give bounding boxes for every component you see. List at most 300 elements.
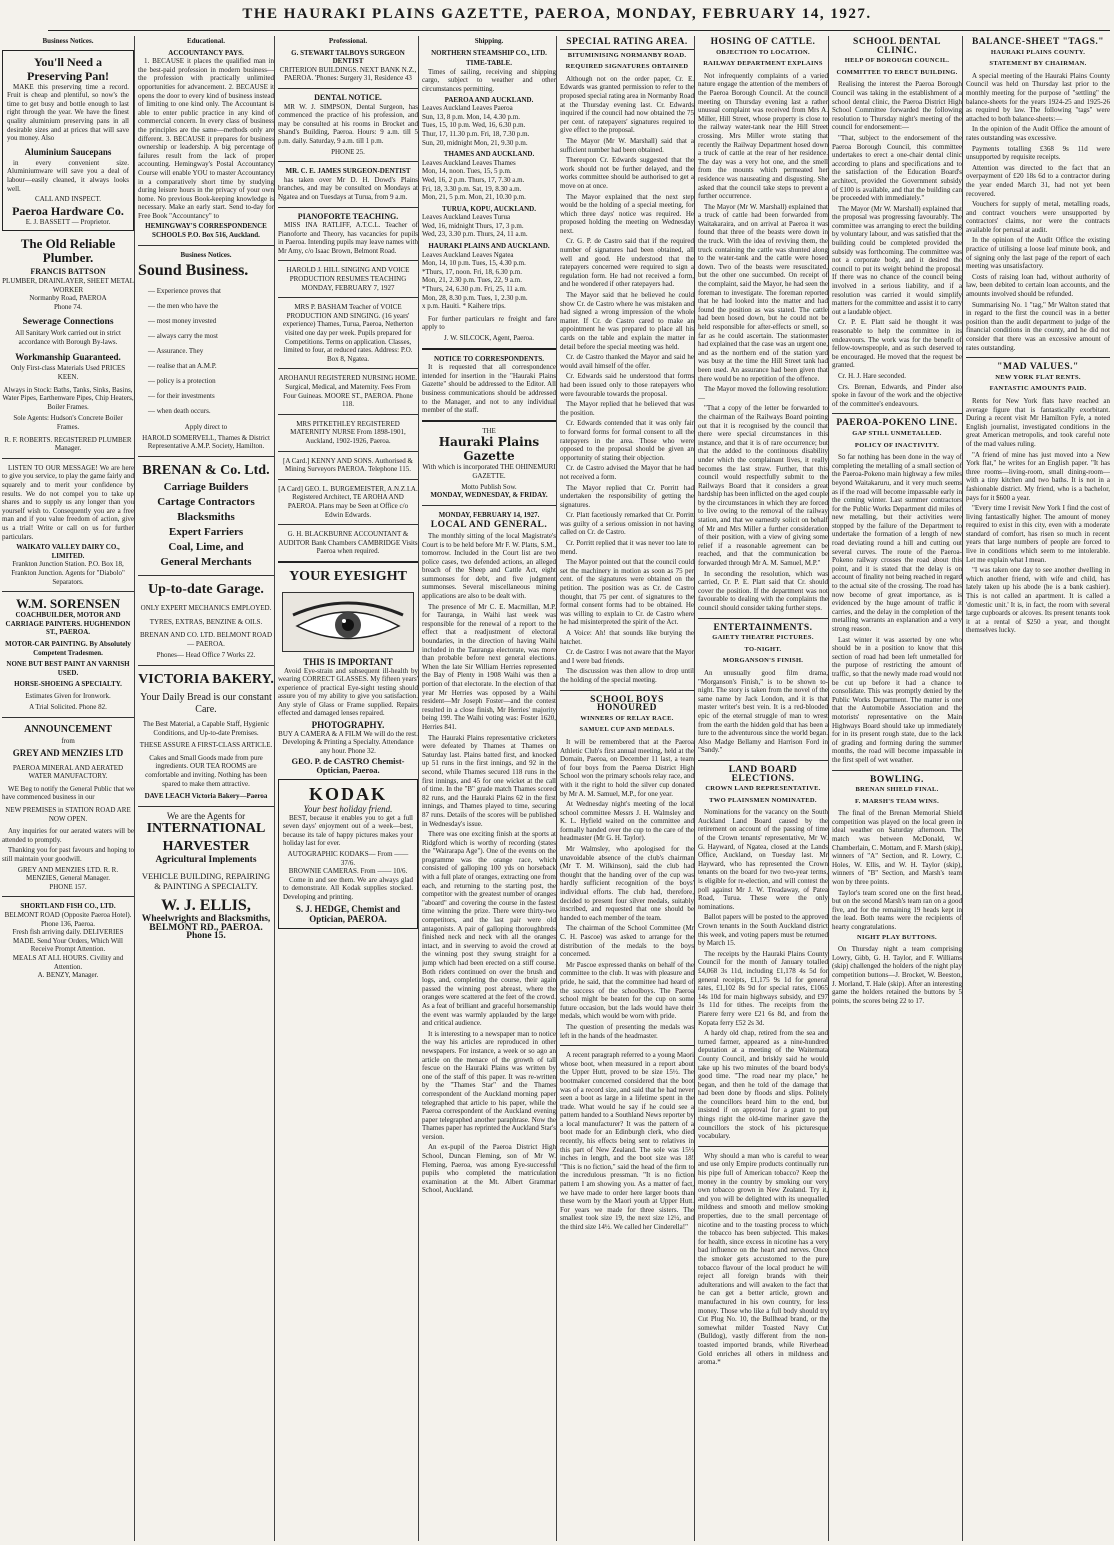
paragraph: The monthly sitting of the local Magistrate's Court is to be held before Mr F. W. Platts, S.M., tomorrow. Included in the Court list are two police cases, two defended actions, an alleged breach of the Sheep and Cattle Act, eight summonses for debt, and five judgment summonses. Several miscellaneous mining applications are also to be dealt with. [422,531,556,601]
route-cols: Leaves Auckland Leaves Thames [422,158,516,167]
ad-body: HAROLD J. HILL SINGING AND VOICE PRODUCTION RESUMES TEACHING MONDAY, FEBRUARY 7, 1927 [286,266,410,292]
paragraph: The Mayor replied that Cr. Porritt had undertaken the responsibility of getting the signatures. [560,483,694,509]
ad-body: TYRES, EXTRAS, BENZINE & OILS. [149,617,263,626]
ad-body: A Trial Solicited. Phone 82. [29,703,107,712]
divider [278,88,418,89]
article-body [560,75,694,685]
sound-line: — always carry the most [148,332,218,341]
article-body [966,72,1110,352]
ad-body: MAKE this preserving time a record. Fruit is cheap and plentiful, so now's the time to get busy and bottle enough to last right through the year. We have the finest quality aluminium preserving pans in all desirable sizes and at prices that will save you money. Also [7,82,129,143]
flag-the: THE [482,426,496,435]
ad-name: GEO. P. de CASTRO Chemist-Optician, Paeroa. [291,756,405,776]
ad-trade: PLUMBER, DRAINLAYER, SHEET METAL WORKER [2,276,134,294]
paragraph: Cr. Edwards said he understood that forms had been issued only to those ratepayers who were favourable towards the proposal. [560,372,694,398]
ad-name: S. J. HEDGE, Chemist and Optician, PAEROA. [295,903,401,924]
article-subtitle: OBJECTION TO LOCATION. [716,48,810,56]
ad-phone: Phones— Head Office 7 Works 22. [156,651,256,660]
divider [2,717,134,718]
ad-prop: E. J. BASSETT — Proprietor. [25,217,111,226]
article-body [698,808,828,1141]
article-subtitle: BITUMINISING NORMANBY ROAD. [567,51,687,59]
notice-body: It is requested that all correspondence intended for insertion in the "Hauraki Plains Gazette" should be addressed to the Editor. All business communications should be addressed to the Manager, and not to any individual member of the staff. [422,363,556,415]
ad-body: Always in Stock: Baths, Tanks, Sinks, Basins, Water Pipes, Earthenware Pipes, Chip Heaters, Boiler Frames. [2,385,134,411]
route-row: Wed, 16, midnight Thurs, 17, 3 p.m. [422,221,524,230]
route-row: Mon, 21, 2.30 p.m. Tues, 22, 9 a.m. [422,276,522,285]
article-title: SPECIAL RATING AREA. [566,37,688,47]
route-row: Mon, 14, 10 p.m. Tues, 15, 4.30 p.m. [422,259,526,268]
article-title: LOCAL AND GENERAL. [430,520,548,531]
paragraph: At Wednesday night's meeting of the local school committee Messrs J. H. Walmsley and K. L. Hyfield waited on the committee and formally handed over the cup to the care of the headmaster (Mr G. H. Taylor). [560,800,694,843]
paragraph: A special meeting of the Hauraki Plains County Council was held on Thursday last prior to the monthly meeting for the purpose of "settling" the balance-sheets for the years 1924-25 and 1925-26 as required by law. The following "tags" were attached to both balance-sheets:— [966,71,1110,123]
paragraph: Not infrequently complaints of a varied nature engage the attention of the members of the Paeroa Borough Council. At the council meeting on Thursday evening last a rather unusual complaint was received from Mrs A. Miller, Hill Street, whose property is close to the railway water-tank near the Hill Street crossing. Mrs Miller wrote stating that recently the Railway Department hosed down a truck of cattle at the rear of her residence. The day was a very hot one, and the smell from the mounts which permeated her residence was nauseating and disgusting. She asked that the council take steps to prevent a further occurrence. [698,71,828,201]
paragraph: There was one exciting finish at the sports at Ridgford which is worthy of recording (states the "Wairarapa Age"). One of the events on the programme was the orange race, which consisted of galloping 100 yds on horseback with a full plate of oranges, extracting one from each, and returning to the starting post, the competitor with the greatest number of oranges "aboard" and covering the course in the fastest time winning the prize. There were thirty-two competitors, and the last pair were old antagonists. A pair of galloping thoroughbreds finished neck and neck with all the oranges intact, and in swerving to avoid the crowd at the winning post they swung straight for a jump which had been erected on a stiff course. Both riders continued on over the brush and logs, and, completing the course, their again passed the winning post abreast, where the oranges were scattered at the feet of the crowd. As a feat of brilliant and graceful horsemanship the event was warmly applauded by the large and critical audience. [422,830,556,1028]
paragraph: The Mayor said that he believed he could show Cr. de Castro where he was mistaken and had signed a wrong impression of the whole matter. If Cr. de Castro cared to make an appointment he was prepared to place all his cards on the table and explain the matter in detail before the special meeting was held. [560,291,694,351]
ad-body: All Sanitary Work carried out in strict accordance with Borough By-laws. [15,329,121,346]
ad-name: Paeroa Hardware Co. [12,203,124,218]
route-row: Mon, 28, 8.30 p.m. Tues, 1, 2.30 p.m. [422,293,528,302]
divider [278,414,418,415]
paragraph: Cr. de Castro: I was not aware that the Mayor and I were bad friends. [560,648,694,665]
sound-line: — the men who have the [148,302,219,311]
ad-sub: TIME-TABLE. [466,59,512,68]
kodak-ad [278,779,418,929]
divider [138,806,274,807]
divider [2,896,134,897]
article-subtitle: NEW YORK FLAT RENTS. [995,373,1081,381]
paragraph: Taylor's team scored one on the first head, but on the second Marsh's team ran on a good five, and for the remaining 19 heads kept in the lead. Both teams were the recipients of hearty congratulations. [832,888,962,931]
divider [278,451,418,452]
paragraph: Rents for New York flats have reached an average figure that is fantastically exorbitant. During a recent visit Mr Hamilton Fyfe, a noted English journalist, investigated conditions in the great American metropolis, and took careful note of the mad values ruling. [966,396,1110,448]
divider [698,1146,828,1147]
paragraph: The Mayor explained that the next step would be the holding of a special meeting, for which three days' notice was required. He proposed holding the meeting on Wednesday next. [560,192,694,235]
ad-body: We are the Agents for [166,810,246,821]
ad-body: WE Beg to notify the General Public that we have commenced business in our [2,784,134,802]
ad-body: MRS P. BASHAM Teacher of VOICE PRODUCTION AND SINGING. (16 years' experience) Thames, Turua, Paeroa, Netherton visited one day per week. Pupils prepared for Competitions. Terms on application. Classes, limited to four, at reduced rates. Address: P.O. Box 8, Ngatea. [282,303,414,363]
paragraph: Nominations for the vacancy on the South Auckland Land Board caused by the retirement on account of the passing of time of the Crown tenants' representative, Mr W. G. Hayward, of Ngatea, closed at the Lands Office, Auckland, on Tuesday last. Mr Hayward, who has represented the Crown tenants on the board for two two-year terms, is eligible for re-election, and will contest the poll against Mr J. W. Treadaway, of Patea Road, Turua. These were the only nominations. [698,808,828,911]
paragraph: "A friend of mine has just moved into a New York flat," he writes for an English paper. "It has three rooms—living-room, small dining-room—with a tiny kitchen and two baths. It is not in a fashionable district. My friend, who is a bachelor, pays for it $600 a year. [966,450,1110,502]
ad-addr: BRENAN AND CO. LTD. BELMONT ROAD — PAEROA. [139,631,273,648]
section-heading: Shipping. [474,37,504,45]
ad-title: W. J. ELLIS, [161,896,251,914]
ad-trade: COACHBUILDER, MOTOR AND CARRIAGE PAINTERS. HUGHENDON ST., PAEROA. [5,611,131,637]
paragraph: "That a copy of the letter be forwarded to the chairman of the Railways Board pointing out that it is recognised by the council that there were special circumstances in this instance, and that it is of rare occurrence; but that the added to the continuous disability under which the complainant lives, it really becomes the last straw. Further, that this council would respectfully submit to the Railways Board that it considers a great hardship has been inflicted on the aged couple by the circumstances in which they are forced to live owing to the removal of the railway station, and that we earnestly solicit on behalf of Mr and Mrs Miller a further consideration of their position, with a view of giving some relief if a reasonable agreement can be reached, and that the communication be forwarded through Mr A. M. Samuel, M.P." [698,404,828,568]
brenan-line: Blacksmiths [177,511,235,524]
paragraph: Cr. Porritt replied that it was never too late to mend. [560,539,694,556]
divider [422,420,556,422]
paragraph: It is interesting to a newspaper man to notice the way his articles are reproduced in other newspapers. For instance, a week or so ago an article on the menace of the growth of tall fescue on the Hauraki Plains was written by one of the staff of this paper. It was re-written by the "Thames Star" and the Thames correspondent of the Auckland morning paper telegraphed that article to his paper, while the Paeroa correspondent of the Auckland evening paper telegraphed another paraphrase. Now the Thames paper has reprinted the Auckland Star's version. [422,1029,556,1141]
ad-body: 1. BECAUSE it places the qualified man in the best-paid profession in modern business—the profession with practically unlimited opportunities for advancement. 2. BECAUSE it opens the door to every kind of business instead of limiting to one kind only. The Accountant is able to enter public practice in any kind of commercial concern. In every class of business the principles are the same—methods only are different. 3. BECAUSE it prepares for business ownership or leadership. A big percentage of failures result from the lack of proper accounting. Hemingway's Postal Accountancy Course will enable YOU to master Accountancy in a comparatively short time by studying during leisure hours in the privacy of your own home. No previous Book-keeping knowledge is necessary. Make an early start. Send to-day for Free Book "Accountancy" to [138,57,274,220]
ad-phone: PHONE 25. [331,147,365,156]
sound-lines [148,284,274,419]
paragraph: The Mayor (Mr W. Marshall) explained that a truck of cattle had been forwarded from Waitakaraira, and on arrival at Paeroa it was found that three of the beasts were down in the truck. With the idea of reviving them, the truck containing the cattle was shunted along to the water-tank and the cattle were hosed down. Two of the beasts were resuscitated, but the other one succumbed. On receipt of the complaint, said the Mayor, he had seen the foreman to investigate. The foreman reported that he had looked into the matter and had found the position as was stated. The cattle had been hosed down, but he could not be held responsible for after-effects or smell, so far as he could ascertain. The stationmaster had explained that the case was an urgent one, and as the northern end of the station yard was busy at the time the Hill Street tank had been used. An assurance had been given that there would be no repetition of the offence. [698,202,828,383]
paragraph: A hardy old chap, retired from the sea and turned farmer, appeared as a nine-hundred deputation at a meeting of the Waitemata County Council, and briskly said he would take up his two minutes of the board body's good time. "The road near my place," he began, and then he told of the damage that had been done by floods and slips. Politely the councillors heard him to the end, but insisted if on approval for a grant to put things right the old-time mariner gave the councillors the stock of his picturesque vocabulary. [698,1029,828,1141]
ad-body: MEALS AT ALL HOURS. Civility and Attention. [12,953,124,971]
divider [278,368,418,369]
paragraph: The Mayor replied that he believed that was the position. [560,400,694,417]
route-title: HAURAKI PLAINS AND AUCKLAND. [428,242,550,251]
article-title: SCHOOL BOYS HONOURED [590,694,664,714]
ad-body: MISS INA RATLIFF, A.T.C.L. Teacher of Pianoforte and Theory, has vacancies for pupils in Paeroa. Intending pupils may leave names with Mr Amy, c/o Isaac Brown, Belmont Road. [278,221,418,255]
ad-title: Up-to-date Garage. [148,582,264,598]
route-row: Wed, 23, 3.30 p.m. Thurs, 24, 11 a.m. [422,230,528,239]
ad-body: BEST, because it enables you to get a full seven days' enjoyment out of a week—best, because its tale of happy pictures makes your holiday last for ever. [283,813,413,848]
ad-body: has taken over Mr D. H. Dowd's Plains branches, and may be consulted on Mondays at Ngatea and on Tuesdays at Turua, from 9 a.m. [278,175,418,201]
ad-addr: Frankton Junction Station. P.O. Box 18, Frankton Junction. Agents for "Diabolo" Separators. [11,560,125,586]
divider [698,760,828,761]
ad-addr: BELMONT RD., PAEROA. [149,922,263,933]
article-subtitle: F. MARSH'S TEAM WINS. [854,797,940,805]
ad-sub: THIS IS IMPORTANT [303,656,393,667]
ad-body: A. BENZY, Manager. [37,971,99,980]
ad-name: WAIKATO VALLEY DAIRY CO., LIMITED. [16,543,120,560]
article-subtitle: RAILWAY DEPARTMENT EXPLAINS [703,60,823,68]
flag-title: Hauraki Plains Gazette [438,435,540,464]
article-body [832,80,962,408]
article-subtitle: TWO PLAINSMEN NOMINATED. [709,796,817,804]
divider [560,1045,694,1046]
divider [278,524,418,525]
sound-line: — realise that an A.M.P. [148,362,217,371]
ad-title: ANNOUNCEMENT [24,724,112,736]
column-5 [560,36,695,1541]
route-row: Mon, 21, 5 p.m. Mon, 21, 10.30 p.m. [422,193,526,202]
ad-item: Aluminium Saucepans [24,146,112,157]
brenan-line: General Merchants [160,556,252,569]
ad-body: [A Card.] KENNY AND SONS. Authorised & Mining Surveyors PAEROA. Telephone 115. [282,456,414,474]
paragraph: Thereupon Cr. Edwards suggested that the work should not be further delayed, and the works committee should be authorised to get a move on at once. [560,156,694,190]
article-title: BALANCE-SHEET "TAGS." [971,37,1105,47]
paragraph: Mr Walmsley, who apologised for the unavoidable absence of the club's chairman (Mr T. M. Wilkinson), said the club had thought that the handing over of the cup was hardly sufficient recognition of the boys' individual efforts. The club had, therefore, decided to present four silver medals, suitably inscribed, and requested that one should be handed to each member of the team. [560,845,694,922]
ad-name: NORTHERN STEAMSHIP CO., LTD. [431,48,547,57]
masthead-rule [48,30,1110,31]
ad-title: W.M. SORENSEN [16,596,120,612]
paragraph: The Hauraki Plains representative cricketers were defeated by Thames at Thames on Saturday last. Plains batted first, and knocked up 51 runs in the first innings, and 92 in the second, while Thames secured 118 runs in the first innings, and 45 for one wicket at the call of time. In the "B" grade match Thames scored 82 runs, and the Hauraki Plains 62 in the first innings, and Thames played to time, securing 87 runs. Details of the scores will be published in Wednesday's issue. [422,733,556,828]
ad-body: from [61,737,75,746]
divider [2,591,134,592]
ad-name: HAROLD SOMERVELL, Thames & District Representative A.M.P. Society, Hamilton. [142,433,270,451]
paragraph: Cr. G. P. de Castro said that if the required number of signatures had been obtained, all well and good. He understood that the ratepayers concerned were required to sign a regulation form. He had not received a form, and he wondered if other ratepayers had. [560,237,694,289]
article-subtitle: GAIETY THEATRE PICTURES. [712,634,814,642]
paragraph: The discussion was then allow to drop until the holding of the special meeting. [560,667,694,684]
paragraph: Realising the interest the Paeroa Borough Council was taking in the establishment of a school dental clinic, the Paeroa District High School Committee forwarded the following resolution to Thursday night's meeting of the council for endorsement:— [832,80,962,132]
paragraph: The question of presenting the medals was left in the hands of the headmaster. [560,1022,694,1040]
article-body [832,809,962,931]
ad-body: Avoid Eye-strain and subsequent ill-health by wearing CORRECT GLASSES. My fifteen years' experience of practical Eye-sight testing should assure you of my ability to give you satisfaction. Any style of Glass or Frame supplied. Repairs effected and damaged lenses repaired. [278,666,418,718]
ad-call: CALL AND INSPECT. [35,195,101,204]
section-heading: Educational. [187,37,225,45]
article-title: HOSING OF CATTLE. [710,37,816,47]
ad-name: G. STEWART TALBOYS SURGEON DENTIST [291,48,405,66]
section-heading: Professional. [328,37,368,45]
ad-body: MR W. J. SIMPSON, Dental Surgeon, has commenced the practice of his profession, and may be consulted at his rooms in Brocket and Shand's Building, Paeroa. Hours: 9 a.m. till 5 p.m. daily. Saturday, 9 a.m. till 1 p.m. [278,102,418,145]
ad-body: Sole Agents: Hudson's Concrete Boiler Frames. [13,414,123,432]
article-body [560,738,694,1040]
route-row: Mon, 14, noon. Tues, 15, 5 p.m. [422,167,512,176]
route-row: Sun, 20, midnight Mon, 21, 9.30 p.m. [422,138,528,147]
ad-title: The Old Reliable Plumber. [20,236,116,266]
ad-body: Estimates Given for Ironwork. [25,691,111,700]
column-6 [698,36,829,1541]
column-8 [966,36,1110,1541]
ad-title: YOUR EYESIGHT [289,568,407,584]
paragraph: Payments totalling £368 9s 11d were unsupported by requisite receipts. [966,144,1110,162]
flag-days: MONDAY, WEDNESDAY, & FRIDAY. [430,491,548,500]
brenan-line: Cartage Contractors [157,496,255,509]
sound-line: — Assurance. They [148,347,204,356]
paragraph: The Mayor moved the following resolution:— [698,385,828,402]
paragraph: Ballot papers will be posted to the approved Crown tenants in the South Auckland district this week, and voting papers must be returned by March 15. [698,913,828,948]
divider [278,479,418,480]
section-heading: Business Notices. [180,250,232,259]
divider [138,575,274,576]
route-cols: Leaves Auckland Leaves Ngatea [422,250,514,259]
ad-body: Thanking you for past favours and hoping to still maintain your goodwill. [2,846,134,863]
ad-name: GREY AND MENZIES LTD [12,747,124,758]
ad-addr: CRITERION BUILDINGS. NEXT BANK N.Z., PAEROA. 'Phones: Surgery 31, Residence 43 [279,65,417,83]
article-title: SCHOOL DENTAL CLINIC. [853,37,941,56]
paragraph: In the opinion of the Audit Office the existing practice of utilising a loose leaf minute book, and of signing only the last page of the report of each meeting was unsatisfactory. [966,236,1110,271]
article-body: Why should a man who is careful to wear and use only Empire products continually run his pipe full of American tobacco? Keep the money in the country by smoking our very own tobacco grown in New Zealand. Try it, and you will be delighted with its unequalled mildness and smooth and mellow smoking properties, due to the small percentage of nicotine and to the toasting process to which the tobacco has been subjected. This makes for health, since excess in nicotine has a very bad influence on the heart and nerves. Once the smoker gets accustomed to the pure tobacco flavour of the local product he will reject all foreign brands with their adulterations and will awaken to the fact that he can get a better article, grown and manufactured in his own country, for less money. Those who like a full body should try Cut Plug No. 10, the Bullhead brand, or the somewhat milder Toasted Navy Cut (Bulldog), vastly different from the non-toasted imported brands, while Riverhead Gold enriches all others in mildness and aroma.* [698,1151,828,1367]
divider [278,207,418,208]
paragraph: Vouchers for supply of metal, metalling roads, and contract vouchers were unsupported by contractors' claims, nor were the contracts available for perusal at audit. [966,200,1110,234]
notice-title: NOTICE TO CORRESPONDENTS. [433,354,545,363]
article-subtitle: GAP STILL UNMETALLED. [852,429,942,437]
route-title: TURUA, KOPU, AUCKLAND. [442,204,536,213]
paragraph: An ex-pupil of the Paeroa District High School, Duncan Fleming, son of Mr W. Fleming, Paeroa, was among Eye-successful pupils who completed the matriculation examination at the Mt. Albert Grammar School, Auckland. [422,1143,556,1195]
sound-line: — policy is a protection [148,377,216,386]
paragraph: The Mayor (Mr W. Marshall) explained that the proposal was progressing favourably. The committee was arranging to erect the building by voluntary labour, and was satisfied that the building could be completed provided the subsidy was forthcoming. The committee was not a corporate body, and it desired the council to put its weight behind the proposal. If there was no chance of the council being involved in a serious liability, and if a resolution was carried it would simplify matters for the committee and assist it to carry out a laudable object. [832,204,962,316]
ad-tagline: Your best holiday friend. [303,803,393,814]
ad-body: R. F. ROBERTS. REGISTERED PLUMBER Manager. [4,435,132,453]
divider [422,348,556,350]
route-title: THAMES AND AUCKLAND. [443,150,535,159]
divider [278,561,418,563]
article-body [832,453,962,764]
article-subtitle: COMMITTEE TO ERECT BUILDING. [836,68,958,76]
paragraph: Summarising No. 1 "tag," Mr Walton stated that in regard to the first the council was in a better position than the audit department to judge of the financial conditions in the county, and he did not consider that there was an excessive amount of rates outstanding. [966,300,1110,352]
sound-line: — most money invested [148,317,217,326]
hardware-ad [2,50,134,232]
article-body: On Thursday night a team comprising Lowry, Gibb, G. H. Taylor, and F. Williams (skip) challenged the holders of the night play competition buttons—J. Brocket, W. Beeston, J. Morland, T. Hale (skip). After an interesting game the holders retained the buttons by 5 points, the scores being 22 to 17. [832,945,962,1005]
article-body [966,397,1110,635]
paragraph: In the opinion of the Audit Office the amount of rates outstanding was excessive. [966,125,1110,142]
article-body: An unusually good film drama, "Morganson's Finish," is to be shown to-night. The story is taken from the novel of the same name by Jack London, and it is that master writer's best vein. It is a red-blooded epic of the eternal struggle of man to wrest from the earth the hidden gold that has been a lure to the adventurous since the world began. Also Madge Bellamy and Harrison Ford in "Sandy." [698,668,828,755]
route-title: PAEROA AND AUCKLAND. [444,95,534,104]
brenan-lines [138,480,274,570]
ad-title: DENTAL NOTICE. [314,92,382,102]
divider [832,770,962,771]
paragraph: The chairman of the School Committee (Mr C. H. Pascoe) was asked to arrange for the distribution of the medals to the boys concerned. [560,924,694,959]
paragraph: In seconding the resolution, which was carried, Cr. P. E. Platt said that Cr. should cover the position. If the department was not favourable to dealing with the complaints the council should consider taking further steps. [698,569,828,612]
ad-title: ACCOUNTANCY PAYS. [168,48,244,57]
route-row: Wed, 16, 2 p.m. Thurs, 17, 7.30 a.m. [422,175,525,184]
paragraph: Cr. Platt facetiously remarked that Cr. Porritt was guilty of a serious omission in not having called on Cr. de Castro. [560,511,694,537]
paragraph: Last winter it was asserted by one who should be in a position to know that this section of road had been left unmetalled for the purpose of restricting the amount of traffic, so that the newly made road would not be cut up before it had a chance to consolidate. This was promptly denied by the Public Works Department. The matter is one that the Automobile Association and the motorists' representative on the Main Highways Board should take up immediately for in its present rough state, due to the lack of grading and forming during the summer months, the road will become impassable in the first spell of wet weather. [832,635,962,764]
column-2 [138,36,275,1541]
route-cols: Leaves Auckland Leaves Paeroa [422,104,513,113]
brenan-line: Expert Farriers [168,526,244,539]
ad-title: Sound Business. [138,262,249,280]
paragraph: Although not on the order paper, Cr. E. Edwards was granted permission to refer to the proposed special rating area in Normanby Road at the Thursday evening last. Cr. Edwards inquired if the council had now obtained the 75 per cent. of ratepayers' signatures required to give effect to the proposal. [560,74,694,135]
ad-body: Come in and see them. We are always glad to demonstrate. All Kodak supplies stocked. Developing and printing. [283,875,413,901]
paragraph: It will be remembered that at the Paeroa Athletic Club's first annual meeting, held at the Domain, Paeroa, on December 11 last, a team of four boys from the Paeroa District High School won the primary schools relay race, and with it the right to hold the silver cup donated by Mr A. M. Samuel, M.P., for one year. [560,737,694,798]
route-row: Fri, 18, 3.30 p.m. Sat, 19, 8.30 a.m. [422,184,522,193]
ad-body: Only First-class Materials Used PRICES KEEN. [10,364,126,382]
column-7 [832,36,963,1541]
route-row: Tues, 15, 10 p.m. Wed, 16, 6.30 p.m. [422,121,526,130]
section-heading: Business Notices. [42,37,94,45]
ad-title: BRENAN & Co. Ltd. [142,463,270,479]
ad-body: G. H. BLACKBURNE ACCOUNTANT & AUDITOR Bank Chambers CAMBRIDGE Visits Paeroa when required. [278,530,418,556]
ad-body: Fresh fish arriving daily. DELIVERIES MADE. Send Your Orders, Which Will Receive Prompt Attention. [12,928,124,954]
route-row: Thur, 17, 11.30 p.m. Fri, 18, 7.30 p.m. [422,129,530,138]
article-body [422,532,556,1195]
divider [698,618,828,619]
article-subtitle: HELP OF BOROUGH COUNCIL. [844,57,950,65]
ad-body: Apply direct to [184,423,228,432]
paragraph: "I was taken one day to see another dwelling in which another friend, with wife and child, has lately taken up his abode (he is a bank cashier). This is not called an apartment. It is called a 'domestic unit.' It is, in fact, the room with several large cupboards or alcoves. Its present tenants took it at a rental of $250 a year, and thought themselves lucky. [966,566,1110,635]
ad-sub: PHOTOGRAPHY. [311,720,385,731]
paragraph: "That, subject to the endorsement of the Paeroa Borough Council, this committee undertakes to erect a one-chair dental clinic according to plans and specifications and to the satisfaction of the Education Board's architect, provided the Government subsidy of £100 is available, and that the building can be proceeded with immediately." [832,133,962,203]
ad-body: PAEROA MINERAL AND AERATED WATER MANUFACTORY. [12,763,124,781]
divider [832,413,962,414]
masthead: THE HAURAKI PLAINS GAZETTE, PAEROA, MONDAY, FEBRUARY 14, 1927. [242,6,872,22]
ad-body: NONE BUT BEST PAINT AN VARNISH USED. [6,660,130,677]
article-subtitle: FANTASTIC AMOUNTS PAID. [989,385,1087,393]
ad-body: For further particulars re freight and fare apply to [422,314,556,332]
article-title: BOWLING. [870,774,924,785]
ad-body: AROHANUI REGISTERED NURSING HOME. Surgical, Medical, and Maternity. Fees From Four Guineas. MOORE ST., PAEROA. Phone 118. [278,374,418,409]
ad-name: SHORTLAND FISH CO., LTD. [20,902,116,911]
divider [966,357,1110,358]
ad-body: Times of sailing, receiving and shipping cargo, subject to weather and other circumstances permitting. [422,67,556,93]
sound-line: — for their investments [148,392,215,401]
article-subtitle: SAMUEL CUP AND MEDALS. [579,726,675,734]
ad-name: J. W. SILCOCK, Agent, Paeroa. [443,334,535,342]
column-4 [422,36,557,1541]
route-rows [422,113,556,147]
ad-body: MRS PITKETHLEY REGISTERED MATERNITY NURSE From 1898-1901, Auckland, 1902-1926, Paeroa. [290,419,406,445]
article-title: PAEROA-POKENO LINE. [836,418,958,429]
paragraph: "Every time I revisit New York I find the cost of living fantastically higher. The amount of money required to exist in this city, even with a moderate standard of comfort, has risen so much in recent years that large numbers of people are forced to live in conditions which seem to me intolerable. Let me explain what I mean. [966,504,1110,564]
ad-body: Agricultural Implements [155,855,257,866]
article-subtitle: TO-NIGHT. [744,645,782,653]
ad-body: Wheelwrights and Blacksmiths, [141,913,271,924]
ad-body: Any inquiries for our aerated waters will be attended to promptly. [2,827,134,844]
ad-name: HEMINGWAY'S CORRESPONDENCE SCHOOLS P.O. Box 516, Auckland. [145,222,267,240]
divider [278,260,418,261]
article-subtitle: MORGANSON'S FINISH. [722,657,804,665]
article-subtitle: BRENAN SHIELD FINAL. [855,786,939,794]
ad-body: Cakes and Small Goods made from pure ingredients. OUR TEA ROOMS are comfortable and inviting. Nothing has been spared to make them attractive. [145,753,267,788]
route-row: Sun, 13, 8 p.m. Mon, 14, 4.30 p.m. [422,112,521,121]
divider [138,665,274,666]
paragraph: A Voice: Ah! that sounds like burying the hatchet. [560,629,694,646]
divider [278,161,418,162]
article-title: ENTERTAINMENTS. [713,622,813,633]
ad-body: NEW PREMISES in STATION ROAD ARE NOW OPEN. [5,806,131,823]
article-subtitle: WINNERS OF RELAY RACE. [580,714,674,722]
ad-body: [A Card] GEO. L. BURGEMEISTER, A.N.Z.I.A. Registered Architect, TE AROHA AND PAEROA. Plans may be Seen at Office c/o Edwin Edwards. [278,484,418,519]
ad-name: FRANCIS BATTSON [30,267,106,277]
paragraph: Mr Pascoe expressed thanks on behalf of the committee to the club. It was with pleasure and pride, he said, that the committee had heard of the success of the schoolboys. The Paeroa school might be beaten for the cup on some future occasion, but the lads would have their medals, which would be worn with pride. [560,960,694,1021]
ad-title: PIANOFORTE TEACHING. [297,211,399,221]
divider [278,297,418,298]
ad-body: VEHICLE BUILDING, REPAIRING & PAINTING A SPECIALTY. [141,870,271,891]
route-row: *Thurs, 24, 6.30 p.m. Fri, 25, 11 a.m. [422,285,527,294]
route-note: x p.m. Hauiti. * Kaihere trips. [422,302,506,311]
column-1 [2,36,135,1541]
column-3 [278,36,419,1541]
route-cols: Leaves Auckland Leaves Turua [422,213,511,222]
dateline: MONDAY, FEBRUARY 14, 1927. [438,510,540,519]
paragraph: Cr. P. E. Platt said he thought it was reasonable to help the committee in its endeavours. The work was for the benefit of fellow-townspeople, and as such deserved to be encouraged. He moved that the request be granted. [832,318,962,370]
ad-phone: Phone 15. [186,931,226,942]
flag-motto: Motto Publish Sow. [461,482,517,491]
ad-body: THESE ASSURE A FIRST-CLASS ARTICLE. [139,741,273,750]
ad-body: ONLY EXPERT MECHANICS EMPLOYED. [140,604,272,613]
ad-phone: Phone 74. [54,302,82,311]
divider [2,458,134,459]
divider [138,245,274,246]
sound-line: — when death occurs. [148,407,211,416]
paragraph: Cr. de Castro thanked the Mayor and said he would avail himself of the offer. [560,353,694,370]
paragraph: Cr. Edwards contended that it was only fair to forward forms for formal consent to all the ratepayers in the area. Those who were opposed to the proposal should be given an opportunity of stating their objection. [560,419,694,462]
ad-tagline: Your Daily Bread is our constant Care. [140,692,272,715]
ad-title: INTERNATIONAL HARVESTER [146,821,266,855]
flag-incorp: With which is incorporated THE OHINEMURI GAZETTE. [422,463,556,480]
article-body [698,72,828,613]
ad-body: MOTOR-CAR PAINTING. By Absolutely Competent Tradesmen. [5,639,131,657]
divider [560,49,694,50]
ad-body: LISTEN TO OUR MESSAGE! We are here to give you service, to play the game fairly and squarely and to merit your confidence by results. We do not compel you to take up shares and to supply us any longer than you yourself wish to. Consequently you are a free man and if you value freedom of action, give us a trial! Write or call on us for further particulars. [2,463,134,541]
paragraph: The Mayor pointed out that the council could set the machinery in motion as soon as 75 per cent. of the signatures were obtained on the petition. The position was as Cr. de Castro thought, that 75 per cent. of signatures to the formal consent forms had to be obtained. He was willing to explain to Cr. de Castro where he had misinterpreted the spirit of the Act. [560,558,694,627]
ad-body: AUTOGRAPHIC KODAKS— From —— 37/6. [287,850,409,867]
article-subtitle: HAURAKI PLAINS COUNTY. [990,48,1086,56]
article-subtitle: REQUIRED SIGNATURES OBTAINED [565,63,689,71]
paragraph: The presence of Mr C. E. Macmillan, M.P. for Tauranga, in Waihi last week was responsible for the renewal of a report to the effect that a readjustment of electoral boundaries, in the direction of having Waihi included in the Tauranga electorate, was more than probable before next general elections. When the late Sir William Herries represented the Bay of Plenty in 1908 Waihi was then a portion of that electorate. In the election of that year Mr Herries was opposed by a Waihi resident—Mr Joseph Foster—and the contest resulted in a close finish, Mr Herries' majority being 199. The Waihi voting was: Foster 1620, Herries 841. [422,602,556,731]
ad-title: KODAK [308,783,387,804]
ad-phone: PHONE 157. [49,882,87,891]
eye-illustration [282,592,414,652]
article-body: A recent paragraph referred to a young Maori whose boot, when measured in a report about the Upper Hutt, proved to be size 15½. The bootmaker concerned considered that the boot was of a record size, and said that he had never seen a boot as large in a lifetime spent in the trade. What would he say if he could see a pattern handed to a Southland News reporter by a local manufacturer? It was the pattern of a boot made for an Edinburgh clerk, who died recently, his effects being sent to relatives in this part of New Zealand. The sole was 15½ inches in length, and the boot size was 18! "This is no fiction," said the head of the firm to the incredulous pressman. "It is no fiction pattern I am showing you. As a matter of fact, we have made to order here larger boots than these worn by the Maori youth at Upper Hutt. For years we made for three sisters. The smallest took size 19, the next size 12½, and the third size 14½. We called her Cinderella!" [560,1051,694,1231]
paragraph: The receipts by the Hauraki Plains County Council for the month of January totalled £4,068 3s 11d, including £1,178 4s 5d for general receipts, £1,175 9s 1d for general rates, £1,102 8s 9d for special rates, £1065 14s 10d for main highways subsidy, and £97 3s 11d for tithes. The receipts from the Piarere ferry were £21 6s 8d, and from the Kopata ferry £52 2s 3d. [698,949,828,1027]
ad-body: GREY AND MENZIES LTD. R. R. MENZIES, General Manager. [17,865,119,883]
route-rows [422,167,556,201]
divider [560,690,694,691]
ad-body: BROWNIE CAMERAS. From —— 10/6. [288,867,408,876]
brenan-line: Carriage Builders [163,481,249,494]
ad-body: The Best Material, a Capable Staff, Hygienic Conditions, and Up-to-date Premises. [142,720,270,737]
article-subtitle: STATEMENT BY CHAIRMAN. [989,60,1087,68]
article-subtitle: POLICY OF INACTIVITY. [854,441,940,449]
ad-name: MR. C. E. JAMES SURGEON-DENTIST [285,167,411,176]
article-title: "MAD VALUES." [997,362,1079,373]
article-subtitle: CROWN LAND REPRESENTATIVE. [705,785,821,793]
paragraph: Costs of raising loan had, without authority of law, been debited to certain loan accounts, and the amounts involved should be refunded. [966,272,1110,299]
divider [138,456,274,457]
paragraph: The Mayor (Mr W. Marshall) said that a sufficient number had been obtained. [560,136,694,154]
divider [422,505,556,506]
route-rows [422,259,556,302]
article-title: LAND BOARD ELECTIONS. [728,764,798,784]
route-row: *Thurs, 17, noon. Fri, 18, 6.30 p.m. [422,267,522,276]
ad-title: You'll Need a Preserving Pan! [26,54,110,83]
ad-body: in every convenient size. Aluminiumware will save you a deal of labour—easily cleaned, it always looks well. [7,158,129,193]
ad-sub: Workmanship Guaranteed. [15,352,121,363]
route-rows [422,222,556,239]
ad-addr: BELMONT ROAD (Opposite Paeroa Hotel). Phone 136, Paeroa. [4,910,132,928]
